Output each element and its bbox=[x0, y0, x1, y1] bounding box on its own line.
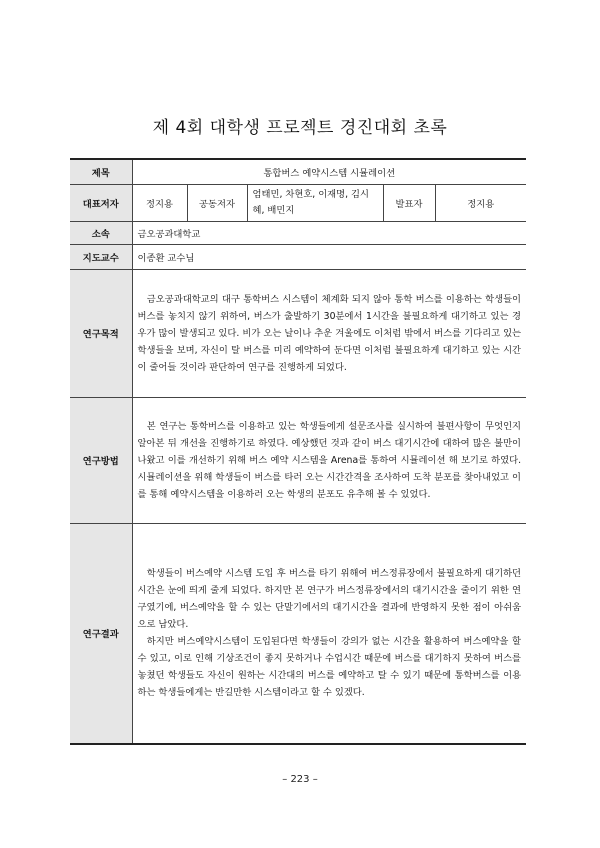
row-result bbox=[70, 523, 526, 744]
result-text bbox=[132, 523, 526, 744]
affiliation-label: 소속 bbox=[70, 221, 132, 244]
advisor-value: 이종환 교수님 bbox=[132, 244, 526, 269]
page-number: – 223 – bbox=[282, 774, 318, 785]
row-authors bbox=[70, 184, 526, 221]
authors-label: 대표저자 bbox=[70, 184, 132, 221]
row-purpose bbox=[70, 269, 526, 397]
row-affiliation bbox=[70, 221, 526, 244]
row-subject bbox=[70, 159, 526, 184]
subject-label: 제목 bbox=[70, 159, 132, 184]
method-label: 연구방법 bbox=[70, 397, 132, 523]
purpose-label: 연구목적 bbox=[70, 269, 132, 397]
purpose-paragraph: 금오공과대학교의 대구 통학버스 시스템이 체계화 되지 않아 통학 버스를 이용하는 학생들이 버스를 놓치지 않기 위하여, 버스가 출발하기 30분에서 1시간을 불필요하게 대기하고 있는 경우가 많이 발생되고 있다. 비가 오는 날이나 추운 겨울에도 이처럼 밖에서 버스를 기다리고 있는 학생들을 보며, 자신이 탈 버스를 미리 예약하여 둔다면 이처럼 불필요하게 대기하고 있는 시간이 줄어들 것이라 판단하여 연구를 진행하게 되었다. bbox=[137, 293, 522, 373]
method-text bbox=[132, 397, 526, 523]
affiliation-value: 금오공과대학교 bbox=[132, 221, 526, 244]
co-authors-label: 공동저자 bbox=[187, 184, 247, 221]
method-paragraph: 본 연구는 통학버스를 이용하고 있는 학생들에게 설문조사를 실시하여 불편사항이 무엇인지 알아본 뒤 개선을 진행하기로 하였다. 예상했던 것과 같이 버스 대기시간에 대하여 많은 불만이 나왔고 이를 개선하기 위해 버스 예약 시스템을 Arena를 통하여 시뮬레이션 해 보기로 하였다. 시뮬레이션을 위해 학생들이 버스를 타러 오는 시간간격을 조사하여 도착 분포를 찾아내었고 이를 통해 예약시스템을 이용하러 오는 학생의 분포도 유추해 볼 수 있었다. bbox=[137, 420, 522, 500]
presenter-label: 발표자 bbox=[383, 184, 435, 221]
presenter: 정지용 bbox=[435, 184, 526, 221]
abstract-table bbox=[70, 158, 526, 745]
purpose-text bbox=[132, 269, 526, 397]
result-paragraph-1: 학생들이 버스예약 시스템 도입 후 버스를 타기 위해여 버스정류장에서 불필요하게 대기하던 시간은 눈에 띄게 줄게 되었다. 하지만 본 연구가 버스정류장에서의 대기시간을 줄이기 위한 연구였기에, 버스예약을 할 수 있는 단말기에서의 대기시간을 결과에 반영하지 못한 점이 아쉬움으로 남았다. bbox=[137, 568, 522, 631]
lead-author: 정지용 bbox=[132, 184, 187, 221]
result-label: 연구결과 bbox=[70, 523, 132, 744]
advisor-label: 지도교수 bbox=[70, 244, 132, 269]
result-paragraph-2: 하지만 버스예약시스템이 도입된다면 학생들이 강의가 없는 시간을 활용하여 버스예약을 할 수 있고, 이로 인해 기상조건이 좋지 못하거나 수업시간 때문에 버스를 대기하지 못하여 버스를 놓쳤던 학생들도 자신이 원하는 시간대의 버스를 예약하고 탈 수 있기 때문에 통학버스를 이용하는 학생들에게는 반길만한 시스템이라고 할 수 있겠다. bbox=[137, 636, 522, 699]
row-advisor bbox=[70, 244, 526, 269]
subject-value: 통합버스 예약시스템 시뮬레이션 bbox=[132, 159, 526, 184]
row-method bbox=[70, 397, 526, 523]
co-authors: 엄태민, 차현호, 이재명, 김시혜, 배민지 bbox=[247, 184, 383, 221]
page-title: 제 4회 대학생 프로젝트 경진대회 초록 bbox=[152, 118, 448, 138]
